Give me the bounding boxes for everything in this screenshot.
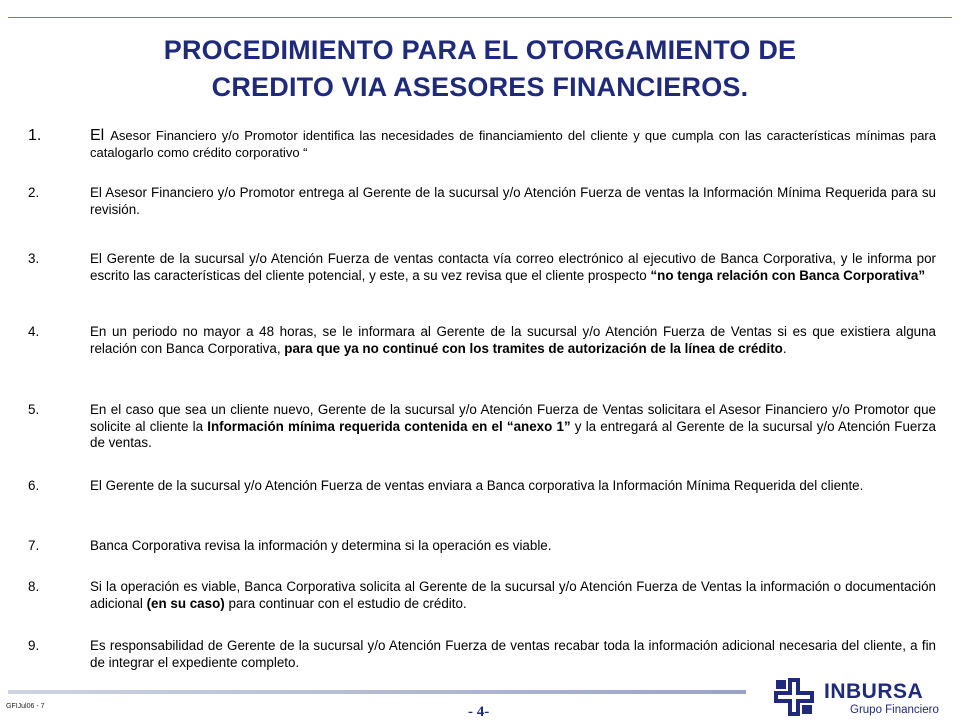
logo-subtitle: Grupo Financiero	[850, 704, 939, 716]
top-divider	[8, 17, 952, 18]
step-number: 9.	[28, 638, 40, 653]
step-6	[28, 478, 936, 538]
title-line-1: PROCEDIMIENTO PARA EL OTORGAMIENTO DE	[163, 35, 797, 65]
step-number: 4.	[28, 324, 40, 339]
title-line-2: CREDITO VIA ASESORES FINANCIEROS.	[211, 72, 749, 102]
step-text: En un periodo no mayor a 48 horas, se le informara al Gerente de la sucursal y/o Atención Fuerza de Ventas si es que existiera alguna relación con Banca Corporativa,	[90, 324, 936, 356]
step-number: 5.	[28, 402, 40, 417]
step-bold: para que ya no continué con los tramites de autorización de la línea de crédito	[284, 340, 783, 356]
page-number: - 4-	[468, 704, 490, 720]
step-3	[28, 251, 936, 324]
step-text: El Gerente de la sucursal y/o Atención Fuerza de ventas enviara a Banca corporativa la Información Mínima Requerida del cliente.	[90, 478, 864, 493]
page-title	[40, 32, 920, 106]
step-1	[28, 128, 936, 185]
step-number: 6.	[28, 478, 40, 493]
step-8	[28, 579, 936, 638]
step-tail: y la entregará al Gerente de la sucursal y/o Atención Fuerza de ventas.	[90, 418, 936, 450]
step-text: Es responsabilidad de Gerente de la sucursal y/o Atención Fuerza de ventas recabar toda la información adicional necesaria del cliente, a fin de integrar el expediente completo.	[90, 638, 936, 670]
step-number: 7.	[28, 538, 40, 553]
step-text: El Asesor Financiero y/o Promotor entrega al Gerente de la sucursal y/o Atención Fuerza de ventas la Información Mínima Requerida para su revisión.	[90, 185, 936, 217]
step-7	[28, 538, 936, 579]
step-9	[28, 638, 936, 671]
step-text: Banca Corporativa revisa la información y determina si la operación es viable.	[90, 538, 552, 553]
step-number: 1.	[28, 127, 42, 144]
step-number: 8.	[28, 579, 40, 594]
step-text: El Gerente de la sucursal y/o Atención Fuerza de ventas contacta vía correo electrónico al ejecutivo de Banca Corporativa, y le informa por escrito las características del cliente potencial, y este, a su vez revisa que el cliente prospecto	[90, 251, 936, 283]
step-4	[28, 324, 936, 402]
step-5	[28, 402, 936, 478]
step-number: 2.	[28, 185, 40, 200]
step-bold: Información mínima requerida contenida en el “anexo 1”	[207, 418, 571, 434]
inbursa-emblem-icon	[770, 676, 818, 718]
document-code: GFIJul06 - 7	[6, 703, 45, 710]
inbursa-logo	[770, 676, 950, 718]
logo-wordmark: INBURSA	[824, 680, 924, 703]
step-tail: .	[782, 340, 787, 356]
step-2	[28, 185, 936, 251]
step-bold: “no tenga relación con Banca Corporativa”	[650, 267, 926, 283]
step-text: En el caso que sea un cliente nuevo, Gerente de la sucursal y/o Atención Fuerza de Ventas solicitara el Asesor Financiero y/o Promotor que solicite al cliente la	[90, 402, 936, 434]
step-lead: El	[90, 127, 111, 144]
step-text: Asesor Financiero y/o Promotor identifica las necesidades de financiamiento del cliente y que cumpla con las características mínimas para catalogarlo como crédito corporativo “	[90, 128, 936, 160]
procedure-steps	[28, 128, 936, 671]
step-text: Si la operación es viable, Banca Corporativa solicita al Gerente de la sucursal y/o Atención Fuerza de Ventas la información o documentación adicional	[90, 579, 936, 611]
step-tail: para continuar con el estudio de crédito.	[224, 595, 467, 611]
footer-bar	[8, 690, 746, 694]
step-number: 3.	[28, 251, 40, 266]
step-bold: (en su caso)	[146, 595, 225, 611]
